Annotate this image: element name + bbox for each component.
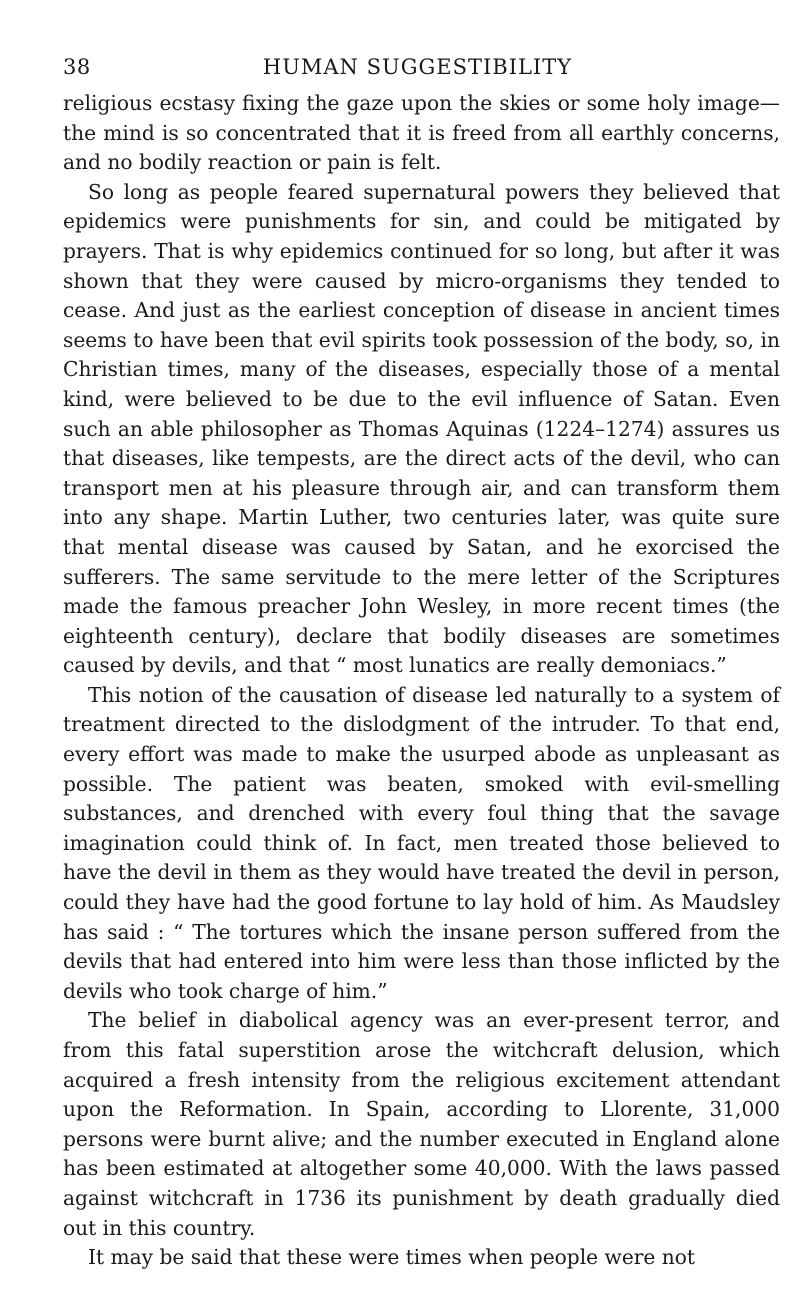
book-page <box>63 55 780 1273</box>
paragraph: So long as people feared supernatural powers they believed that epidemics were punishments for sin, and could be mitigated by prayers. That is why epidemics continued for so long, but after it was shown that they were caused by micro-organisms they tended to cease. And just as the earliest conception of disease in ancient times seems to have been that evil spirits took possession of the body, so, in Christian times, many of the diseases, especially those of a mental kind, were believed to be due to the evil influence of Satan. Even such an able philosopher as Thomas Aquinas (1224–1274) assures us that diseases, like tempests, are the direct acts of the devil, who can transport men at his pleasure through air, and can transform them into any shape. Martin Luther, two centuries later, was quite sure that mental disease was caused by Satan, and he exorcised the sufferers. The same servitude to the mere letter of the Scriptures made the famous preacher John Wesley, in more recent times (the eighteenth century), declare that bodily diseases are sometimes caused by devils, and that “ most lunatics are really demoniacs.” <box>63 179 780 678</box>
paragraph: The belief in diabolical agency was an ever-present terror, and from this fatal superstition arose the witchcraft delusion, which acquired a fresh intensity from the religious excitement attendant upon the Reformation. In Spain, according to Llorente, 31,000 persons were burnt alive; and the number executed in England alone has been estimated at altogether some 40,000. With the laws passed against witchcraft in 1736 its punishment by death gradually died out in this country. <box>63 1008 780 1240</box>
running-head <box>63 55 780 89</box>
running-title: HUMAN SUGGESTIBILITY <box>262 55 573 79</box>
page-number: 38 <box>63 55 91 79</box>
paragraph-continued: religious ecstasy fixing the gaze upon the skies or some holy image—the mind is so concentrated that it is freed from all earthly concerns, and no bodily reaction or pain is felt. <box>63 91 780 175</box>
paragraph-final-line: It may be said that these were times when people were not <box>88 1245 696 1270</box>
body-text <box>63 89 780 1273</box>
paragraph: This notion of the causation of disease led naturally to a system of treatment directed to the dislodgment of the intruder. To that end, every effort was made to make the usurped abode as unpleasant as possible. The patient was beaten, smoked with evil-smelling substances, and drenched with every foul thing that the savage imagination could think of. In fact, men treated those believed to have the devil in them as they would have treated the devil in person, could they have had the good fortune to lay hold of him. As Maudsley has said : “ The tortures which the insane person suffered from the devils that had entered into him were less than those inflicted by the devils who took charge of him.” <box>63 682 780 1003</box>
